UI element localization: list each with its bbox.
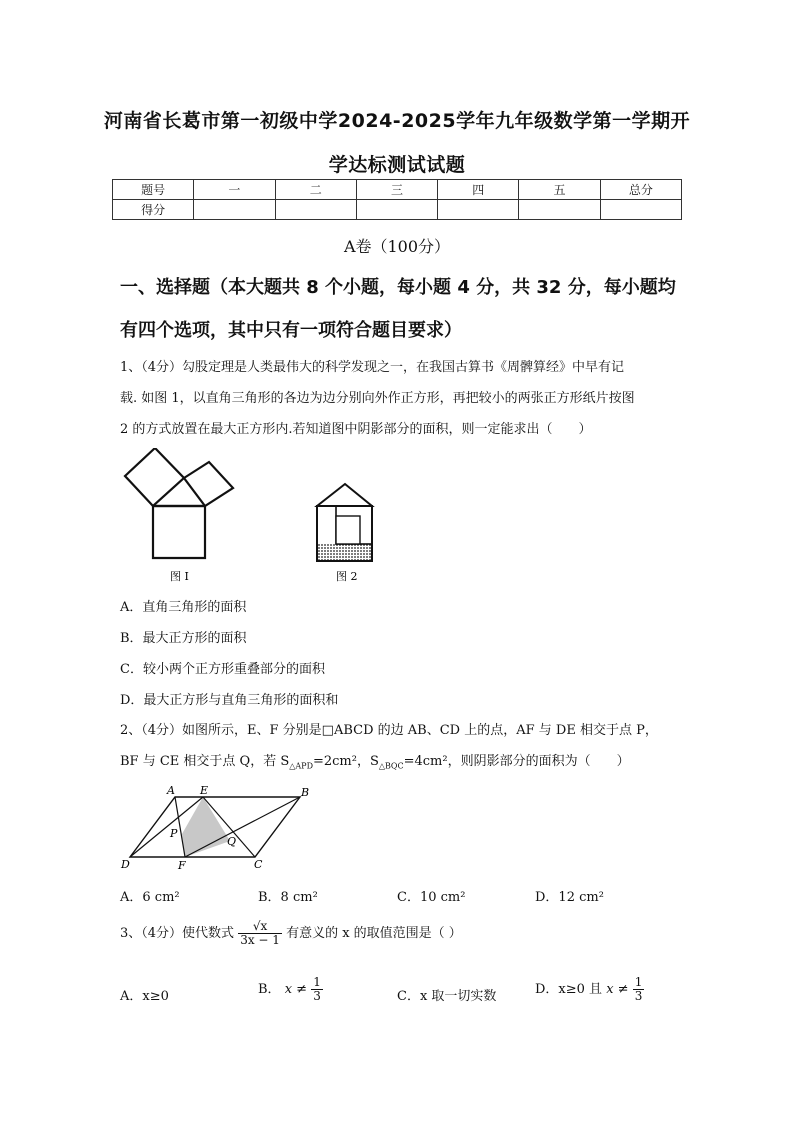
score-cell: 题号 — [113, 180, 194, 200]
page-title-line2: 学达标测试试题 — [328, 154, 466, 176]
q2-area-sub1: △APD — [289, 761, 313, 771]
fig-label-d: D — [121, 858, 130, 871]
fig-label-c: C — [254, 858, 263, 871]
q1-figure-2 — [312, 454, 382, 584]
q2-text-part2: =2cm²，S — [312, 754, 379, 769]
q3-fraction-numerator: √x — [238, 920, 282, 934]
score-input-cell[interactable] — [438, 200, 519, 220]
fig-label-p: P — [170, 827, 178, 840]
q1-fig2-label: 图 2 — [336, 570, 358, 583]
q1-fig1-label: 图 I — [170, 570, 189, 583]
q2-text-part1: BF 与 CE 相交于点 Q，若 S — [120, 754, 290, 769]
q2-option-a[interactable]: A．6 cm² — [120, 890, 180, 905]
q3-option-d-num: 1 — [634, 975, 643, 989]
q2-text-part3: =4cm²，则阴影部分的面积为（ ） — [403, 754, 630, 769]
score-cell: 一 — [194, 180, 275, 200]
q3-option-d-den: 3 — [634, 989, 643, 1004]
fig-label-f: F — [178, 859, 186, 872]
q3-option-c[interactable]: C．x 取一切实数 — [397, 989, 497, 1004]
score-table — [112, 179, 682, 220]
q1-option-d[interactable]: D．最大正方形与直角三角形的面积和 — [120, 693, 339, 708]
q2-text-line1: 2、（4分）如图所示，E、F 分别是□ABCD 的边 AB、CD 上的点，AF 与 DE 相交于点 P， — [120, 723, 658, 738]
score-table-header-row — [113, 180, 682, 200]
score-input-cell[interactable] — [600, 200, 681, 220]
q1-text-line3: 2 的方式放置在最大正方形内.若知道图中阴影部分的面积，则一定能求出（ ） — [120, 422, 592, 437]
q1-text-line2: 载. 如图 1，以直角三角形的各边为边分别向外作正方形，再把较小的两张正方形纸片按图 — [120, 391, 635, 406]
q3-option-d-expr: x ≠ — [606, 982, 629, 998]
q3-option-b-num: 1 — [313, 975, 321, 989]
score-cell: 总分 — [600, 180, 681, 200]
q3-option-b-den: 3 — [313, 989, 321, 1004]
q1-option-b[interactable]: B．最大正方形的面积 — [120, 631, 247, 646]
fig-label-b: B — [301, 786, 310, 799]
score-input-cell[interactable] — [275, 200, 356, 220]
score-table-score-row — [113, 200, 682, 220]
q3-option-b-prefix: B． — [258, 982, 281, 998]
q3-option-d[interactable] — [535, 976, 644, 1003]
score-cell: 三 — [356, 180, 437, 200]
q2-option-c[interactable]: C．10 cm² — [397, 890, 466, 905]
q2-option-d[interactable]: D．12 cm² — [535, 890, 604, 905]
fig-label-q: Q — [227, 835, 237, 848]
score-input-cell[interactable] — [194, 200, 275, 220]
q2-area-sub2: △BQC — [378, 761, 404, 771]
part1-heading-line2: 有四个选项，其中只有一项符合题目要求） — [120, 320, 462, 341]
score-input-cell[interactable] — [519, 200, 600, 220]
q3-prefix: 3、（4分）使代数式 — [120, 926, 235, 942]
q1-option-c[interactable]: C．较小两个正方形重叠部分的面积 — [120, 662, 325, 677]
q3-fraction — [238, 920, 282, 947]
q3-option-b[interactable] — [258, 976, 323, 1003]
q2-text-line2 — [120, 750, 630, 771]
q2-parallelogram-figure — [120, 780, 320, 875]
fig-label-e: E — [200, 784, 209, 797]
q3-text — [120, 920, 462, 947]
score-cell: 二 — [275, 180, 356, 200]
part1-heading-line1: 一、选择题（本大题共 8 个小题，每小题 4 分，共 32 分，每小题均 — [120, 277, 676, 298]
score-input-cell[interactable] — [356, 200, 437, 220]
q2-option-b[interactable]: B．8 cm² — [258, 890, 318, 905]
q3-option-d-prefix: D．x≥0 且 — [535, 982, 603, 998]
score-row-label: 得分 — [113, 200, 194, 220]
section-a-heading: A卷（100分） — [343, 237, 451, 256]
q1-option-a[interactable]: A．直角三角形的面积 — [120, 600, 247, 615]
q3-suffix: 有意义的 x 的取值范围是（ ） — [286, 926, 462, 942]
score-cell: 四 — [438, 180, 519, 200]
q3-option-b-expr: x ≠ — [284, 982, 308, 998]
q3-option-a[interactable]: A．x≥0 — [120, 989, 169, 1004]
score-cell: 五 — [519, 180, 600, 200]
q1-figure-1 — [120, 448, 245, 588]
fig-label-a: A — [167, 784, 175, 797]
q3-option-b-fraction — [311, 976, 323, 1003]
q3-fraction-denominator: 3x − 1 — [240, 933, 280, 948]
q1-text-line1: 1、（4分）勾股定理是人类最伟大的科学发现之一，在我国古算书《周髀算经》中早有记 — [120, 360, 625, 375]
q3-option-d-fraction — [633, 976, 645, 1003]
page-title-line1: 河南省长葛市第一初级中学2024-2025学年九年级数学第一学期开 — [103, 110, 691, 132]
